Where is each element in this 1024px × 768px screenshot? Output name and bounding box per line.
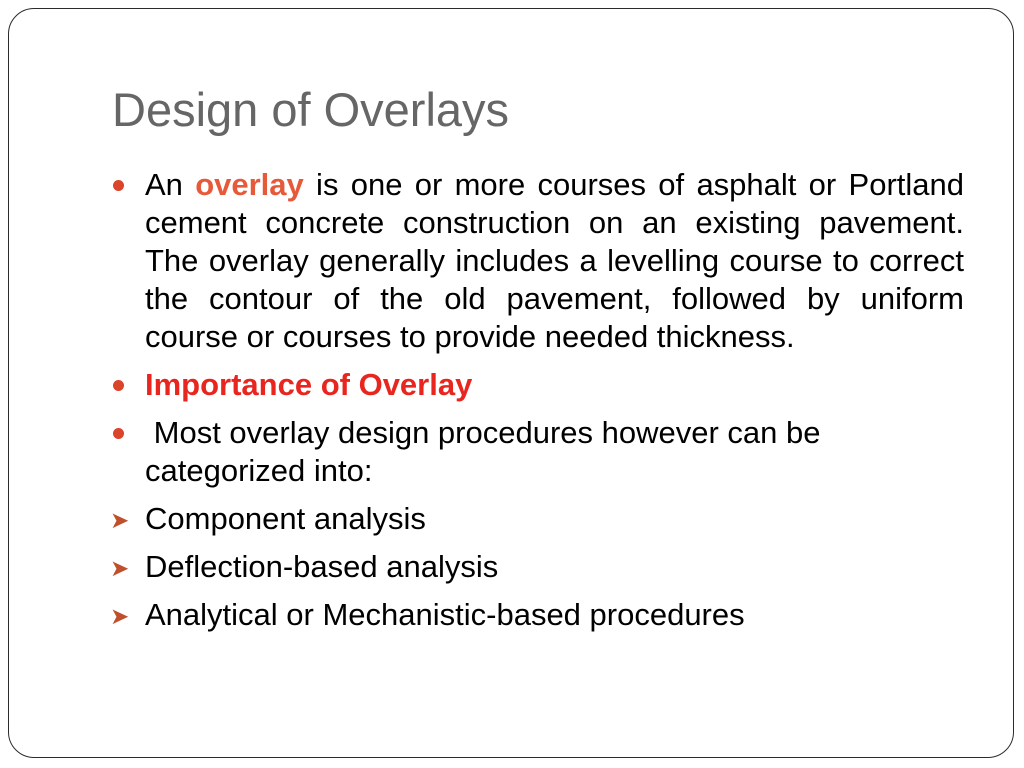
chevron-right-icon: ➤: [110, 507, 130, 533]
sub-item-deflection: [108, 548, 964, 586]
slide-title: Design of Overlays: [112, 83, 510, 136]
bullet-text: Most overlay design procedures however can be categorized into:: [145, 415, 830, 488]
bullet-text-body: is one or more courses of asphalt or Portland cement concrete construction on an existing pavement. The overlay generally includes a levelling course to correct the contour of the old pavement, followed by uniform course or courses to provide needed thickness.: [145, 167, 964, 354]
circle-bullet-icon: [113, 180, 124, 191]
section-heading: Importance of Overlay: [145, 367, 473, 402]
bullet-item-categories: [108, 414, 964, 490]
bullet-text-prefix: An: [145, 167, 196, 202]
bullet-list: [108, 166, 964, 644]
sub-item-text: Component analysis: [145, 501, 426, 536]
sub-item-component: [108, 500, 964, 538]
bullet-item-definition: [108, 166, 964, 356]
chevron-right-icon: ➤: [110, 603, 130, 629]
sub-item-text: Deflection-based analysis: [145, 549, 499, 584]
sub-item-text: Analytical or Mechanistic-based procedures: [145, 597, 745, 632]
circle-bullet-icon: [113, 428, 124, 439]
sub-item-analytical: [108, 596, 964, 634]
bullet-item-importance: [108, 366, 964, 404]
highlight-term: overlay: [195, 167, 304, 202]
circle-bullet-icon: [113, 380, 124, 391]
chevron-right-icon: ➤: [110, 555, 130, 581]
